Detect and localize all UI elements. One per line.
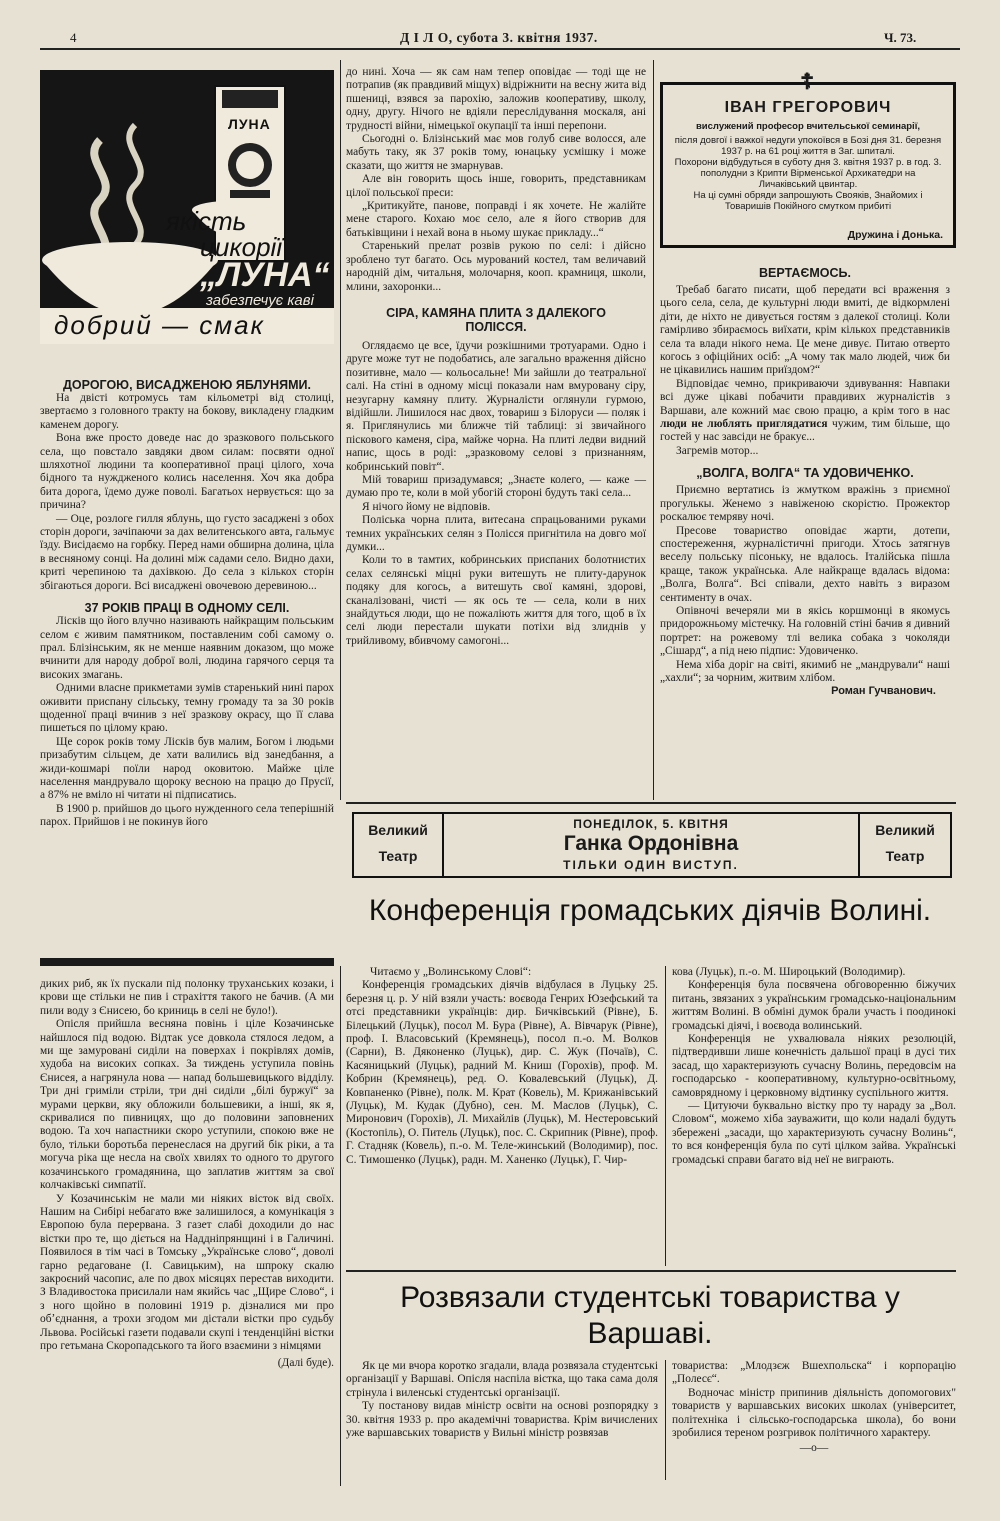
obituary-text bbox=[673, 135, 943, 212]
theatre-label-left: Великий bbox=[368, 822, 428, 838]
paragraph: Водночас міністр припинив діяльність допомогових" товариств у варшавських високих школах (університет, політехніка і сільсько-господарська школа), бо вони зробилися тереном розгривок політичного характеру. bbox=[672, 1386, 956, 1440]
theatre-label-right: Великий bbox=[875, 822, 935, 838]
page-number: 4 bbox=[70, 30, 77, 45]
paragraph: Коли то в тамтих, кобринських приспаних болотнистих селах селянські міцні руки витешуть не плиту-дарунок подяку для когось, а витешуть свої камяні, здорові, сканалізовані, чисті — як ось те — села, коли в них знайдуться люди, що не пожаліють життя для того, щоб в їх селі люди перестали шукати потіхи від злиднів у трийливому, вбивчому самогоні... bbox=[346, 554, 646, 647]
column-1-bottom bbox=[40, 978, 334, 1371]
paragraph: Як це ми вчора коротко згадали, влада розвязала студентські організації у Варшаві. Опісля наспіла вістка, що така сама доля стрінула і виленські студентські організації. bbox=[346, 1360, 658, 1399]
paragraph: Мій товариш призадумався; „Знаєте колего, — каже — думаю про те, коли в мой убогій стороні будуть такі села... bbox=[346, 473, 646, 500]
paragraph: Одними власне прикметами зумів старенький нині парох оживити приспану сільську, темну громаду та за 30 років щоденної праці вчинив з неї зразкову окрасу, що її слава пишеться по цілому краю. bbox=[40, 682, 334, 735]
column-divider bbox=[665, 1360, 666, 1480]
paragraph: Але він говорить щось інше, говорить, представникам цілої польської преси: bbox=[346, 173, 646, 199]
section-separator bbox=[40, 958, 334, 966]
ad-tagline-quality: якість bbox=[166, 206, 247, 236]
obituary-funeral-notice: Похорони відбудуться в суботу дня 3. квітня 1937 р. в год. 3. пополудни з Крипти Вірменської Архикатедри на Личаківський цвинтар. bbox=[674, 157, 942, 190]
obituary-death-notice: після довгої і важкої недуги упокоївся в Бозі дня 31. березня 1937 р. на 61 році життя в Заг. шпиталі. bbox=[674, 135, 942, 157]
paragraph: Я нічого йому не відповів. bbox=[362, 500, 491, 513]
article-title-returning: ВЕРТАЄМОСЬ. bbox=[759, 266, 851, 280]
bold-phrase: люди не люблять приглядатися bbox=[660, 418, 828, 431]
students-column-1 bbox=[346, 1360, 658, 1440]
paragraph: На двісті котромусь там кільометрі від столиці, звертаємо з головного тракту на бокову, викладену гладким каменем дорогу. bbox=[40, 392, 334, 431]
article-title-apple-road: ДОРОГОЮ, ВИСАДЖЕНОЮ ЯБЛУНЯМИ. bbox=[63, 378, 311, 392]
ad-brand-name: „ЛУНА“ bbox=[200, 256, 330, 294]
headline-conference: Конференція громадських діячів Волині. bbox=[368, 894, 932, 927]
column-divider bbox=[665, 966, 666, 1266]
article-title-37-years: 37 РОКІВ ПРАЦІ В ОДНОМУ СЕЛІ. bbox=[84, 601, 290, 616]
column-divider bbox=[340, 966, 341, 1486]
performance-note: ТІЛЬКИ ОДИН ВИСТУП. bbox=[563, 858, 739, 872]
header-rule bbox=[40, 48, 960, 50]
obituary-signature: Дружина і Донька. bbox=[847, 229, 943, 241]
paragraph-text: Відповідає чемно, прикриваючи здивування: Навпаки всі дуже цікаві побачити правдивих журналістів з Варшави, але кожний має свою працю, а крім того в нас bbox=[660, 377, 950, 417]
luna-chicory-ad bbox=[40, 70, 334, 344]
paragraph: Старенький прелат розвів рукою по селі: і дійсно зроблено тут багато. Ось мурований костел, там величавий народній дім, читальня, молочарня, кооп. крамниця, школи, млини, захоронки... bbox=[346, 240, 646, 293]
paragraph: Вона вже просто доведе нас до зразкового польського села, що повстало завдяки двом силам: посвяти одної шляхотної людини та кооперативної праці цілого, хоча бідного та нуждженого колись населення. Хоч яка добра бита дорога, їдемо дуже поволі. Багатьох нервується: що за причина? bbox=[40, 432, 334, 512]
paragraph: Сьогодні о. Блізінський має мов голуб сиве волосся, але мабуть таку, як 37 років тому, юнацьку усмішку і може сказати, що життя не змарнував. bbox=[346, 133, 646, 172]
paragraph: Ту постанову видав міністр освіти на основі розпорядку з 30. квітня 1933 р. про академічні товариства. Крім вичислених уже варшавських товариств у Вильні міністр розвязав bbox=[346, 1400, 658, 1440]
paragraph: У Козачинськім не мали ми ніяких вісток від своїх. Нашим на Сибірі небагато вже залишилося, а комунікація з Европою була перервана. З газет слабі доходили до нас вістки про те, що діється на Наддніпрянщині і в Галичині. Появилося в тім часі в Томську „Українське слово“, доволі гарно редаговане (І. Савицьким), на шпроку скалю закроєний часопис, але по двох місяцях перестав виходити. З Владивостока присилали нам якийсь час „Щире Слово“, і з ного щойно в половині 1919 р. дізналися ми про обʼєднання, а трохи згодом ми дістали вістки про судьбу Львова. Російські газети подавали скупі і тенденційні вістки про гетьмана Скоропадського та його взаємини з німцями bbox=[40, 1192, 334, 1352]
conference-column-1 bbox=[346, 966, 658, 1167]
theatre-ad bbox=[352, 812, 952, 878]
end-ornament: —o— bbox=[799, 1442, 829, 1455]
ad-tagline-chicory: цикорії bbox=[200, 232, 283, 262]
students-column-2 bbox=[672, 1360, 956, 1456]
performer-name: Ганка Ордонівна bbox=[563, 832, 739, 855]
obituary-name: ІВАН ГРЕГОРОВИЧ bbox=[724, 99, 892, 116]
paragraph: Ще сорок років тому Лісків був малим, Богом і людьми призабутим сільцем, де хати валились від занедбання, а жиди-кошмарі поїли народ оковитою. Майже ціле населення мандрувало щороку весною на працю до Прусії, а 87% не вміло ні читати ні підписатись. bbox=[40, 735, 334, 802]
paragraph: В 1900 р. прийшов до цього нужденного села теперішній парох. Прийшов і не покинув його bbox=[40, 802, 334, 829]
column-3 bbox=[660, 266, 950, 699]
column-divider bbox=[340, 60, 341, 800]
paragraph: Лісків що його влучно називають найкращим польським селом є живим памятником, поставленим собі самому о. прал. Блізінським, як не менше наявним доказом, що може вчинити для народу доброї волі, людина гарячого серця та високих змагань. bbox=[40, 615, 334, 681]
paragraph: Конференція громадських діячів відбулася в Луцьку 25. березня ц. р. У ній взяли участь: воєвода Генрих Юзефський та отсі представники українців: дир. Бичківський (Рівне), Б. Білецький (Луцьк), посол М. Бура (Рівне), А. Вівчарук (Рівне), проф. І. Власовський (Кремянець), посол п.-о. М. Волков (Сарни), В. Дяконенко (Луцьк), дир. С. Жук (Почаїв), С. Касяницький (Луцьк), радний М. Книш (Горохів), проф. М. Кобрин (Кремянець), ред. О. Ковалевський (Луцьк), Д. Ковпаненко (Рівне), полк. М. Крат (Ковель), М. Крижанівський (Луцьк), М. Кудак (Дубно), сен. М. Маслов (Луцьк), С. Миронович (Горохів), Л. Михайлів (Луцьк), М. Нестеровський (Костопіль), О. Питель (Луцьк), пос. С. Скрипник (Рівне), проф. Г. Стадняк (Ковель), п.-о. М. Теле-жинський (Володимир), пос. С. Тимошенко (Луцьк), радн. М. Ханенко (Луцьк), Г. Чир- bbox=[346, 979, 658, 1166]
paragraph: Опівночі вечеряли ми в якісь коршмонці в якомусь придорожньому містечку. На головній стіні бачив я дивний портрет: на рожевому тлі велика собака з чоколяди „Сішард“, а під нею підпис: Удовиченко. bbox=[660, 604, 950, 658]
performance-date: ПОНЕДІЛОК, 5. КВІТНЯ bbox=[573, 817, 729, 831]
obituary-subtitle: вислужений професор вчительської семинарії, bbox=[695, 121, 921, 132]
column-2 bbox=[346, 66, 646, 648]
paragraph: „Критикуйте, панове, поправді і як хочете. Не жалійте мене старого. Кохаю моє село, але я його створив для батьківщини і нехай вона в ньому шукає прикладу...“ bbox=[346, 200, 646, 239]
paragraph: Конференція не ухвалювала ніяких резолюцій, підтвердивши лише конечність дальшої праці в дусі тих засад, що характеризують сучасну Волинь, передовсім на господарсько - кооперативному, культурно-освітньому, самоврядному і церковному відтинку суспільного життя. bbox=[672, 1033, 956, 1099]
ad-tagline-taste: добрий — смак bbox=[54, 310, 265, 340]
section-rule bbox=[346, 802, 956, 804]
paragraph: Конференція була посвячена обговоренню біжучих питань, звязаних з українським громадсько-національним життям Волині. В обміні думок брали участь і поодинокі громадські діячі, і воєвода волинський. bbox=[672, 979, 956, 1032]
column-divider bbox=[653, 60, 654, 800]
author-signature: Роман Гучванович. bbox=[831, 685, 936, 698]
headline-students: Розвязали студентські товариства у Варшаві. bbox=[400, 1281, 900, 1350]
package-label: ЛУНА bbox=[228, 116, 271, 132]
theatre-label-right-2: Театр bbox=[885, 848, 925, 864]
paragraph: кова (Луцьк), п.-о. М. Широцький (Володимир). bbox=[672, 966, 906, 978]
orthodox-cross-icon: ☦ bbox=[800, 69, 815, 94]
paragraph-text: чужим, тим більше, що гостей у нас завсіди не бракує... bbox=[660, 418, 950, 444]
paragraph: Поліська чорна плита, витесана спрацьованими руками темних українських селян з Полісся пригнітила на довго мої думки... bbox=[346, 514, 646, 553]
paragraph bbox=[660, 378, 950, 445]
paragraph: Оглядаємо це все, їдучи розкішними тротуарами. Одно і друге може тут не подобатись, але загально враження дійсно позитивне, мало — кольосальне! Ми зайшли до театральної салі. На стіні в одному місці показали нам вмуровану сіру, незугарну камяну плиту. Журналісти оглянули гурмою, відійшли. Лишилося нас двох, товариш з Білоруси — поляк і я. Приглянулись ми ближче тій таблиці: зі звичайного піскового каменя, сіра, майже чорна. На плиті ледви видний напис, щось в роді: „зразковому селові з признанням, кобринський повіт“. bbox=[346, 339, 646, 473]
column-1-top bbox=[40, 378, 334, 830]
newspaper-title: Д І Л О, субота 3. квітня 1937. bbox=[400, 30, 598, 45]
conference-column-2 bbox=[672, 966, 956, 1167]
paragraph: Читаємо у „Волинському Слові“: bbox=[370, 966, 532, 978]
obituary-box bbox=[660, 69, 956, 248]
paragraph: Требаб багато писати, щоб передати всі враження з цього села, села, де культурні люди вмиті, де відкормлені діти, де ніхто не дивується гостям з далекої столиці. Коли гамірливо збираємось виїхати, крім кількох представників села та влади нікого нема. Це мене дивує. Питаю отверто когось з офіційних осіб: „А чому так мало людей, чиж би не цікавились нашим приїздом?“ bbox=[660, 284, 950, 377]
paragraph: — Оце, розлоге гилля яблунь, що густо засаджені з обох сторін дороги, зачіпаючи за дах велитенського авта, гальмує їзду. Висідаємо на горбку. Перед нами обширна долина, ціла в весняному сонці. На долині між садами село. Видно дахи, криті черепиною та дахівкою. До села з кількох сторін збігаються дороги. Всі висаджені овочевою деревиною... bbox=[40, 512, 334, 592]
theatre-label-left-2: Театр bbox=[378, 848, 418, 864]
paragraph: Опісля прийшла весняна повінь і ціле Козачинське найшлося під водою. Відтак усе довкола стялося ледом, а ми ще замуровані сиділи на поверхах і покрівлях домів, худоба на високих сопках. За тиждень уступила повінь Єнисея, а нагрянула нова — напад большевицького відділу. Три дні гриміли стріли, три дні сиділи „білі буржуї“ за мурами церкви, яку обложили большевики, а інші, як я, скривалися по пивницях, що до половини заповнених водою. Та хоч напастники скоро уступили, спокою вже не було, тільки боротьба перенеслася на другий бік ріки, а та могуча ріка ще несла на своїх хвилях то одного то другого козачинського громадянина, що заплатив життям за свої колчаківські симпатії. bbox=[40, 1018, 334, 1192]
paragraph: до нині. Хоча — як сам нам тепер оповідає — тоді ще не потрапив (як правдивий міщух) відріжнити на весну жита від пшениці, взявся за парохію, заложив кооперативу, школу, одну, другу. Нічого не вдіяли переслідування москаля, ані трудності війни, німецької окупації та інші перепони. bbox=[346, 66, 646, 132]
paragraph: Нема хіба доріг на світі, якимиб не „мандрували“ наші „хахли“; за чорним, житвим хлібом. bbox=[660, 658, 950, 684]
obituary-invitation: На ці сумні обряди запрошують Свояків, Знайомих і Товаришів Покійного смутком прибиті bbox=[693, 190, 923, 212]
issue-number: Ч. 73. bbox=[884, 30, 917, 45]
continued-note: (Далі буде). bbox=[277, 1357, 334, 1370]
article-title-volga: „ВОЛГА, ВОЛГА“ ТА УДОВИЧЕНКО. bbox=[696, 466, 914, 481]
paragraph: диких риб, як їх пускали під полонку труханських козаки, і крови ще стільки не пив і страхіття такого не бачив. (А ми пили воду з Єнисею, бо криниць в селі не було!). bbox=[40, 978, 334, 1017]
section-rule bbox=[346, 1270, 956, 1272]
ad-tagline-coffee: забезпечує каві bbox=[206, 292, 314, 309]
paragraph: товариства: „Млодзєж Вшехпольска“ і корпорацію „Полесє“. bbox=[672, 1360, 956, 1386]
paragraph: Приємно вертатись із жмутком вражінь з приємної прогулькы. Женемо з навіженою скорістю. Прожектор роскалює темряву ночі. bbox=[660, 484, 950, 524]
paragraph: Пресове товариство оповідає жарти, дотепи, спостереження, журналістичні пригоди. Хтось затягнув веселу польську пісоньку, не вдалось. Італійська пішла краще, також українська. Але найкраще вдалась відома: „Волга, Волга“. Всі співали, дехто навіть з виразом сентименту в очах. bbox=[660, 524, 950, 604]
paragraph: — Цитуючи буквально вістку про ту нараду за „Вол. Словом“, можемо хіба зауважити, що коли надалі будуть збережені „засади, що характеризують сучасну Волинь“, то вся конференція була по суті цілком зайва. Українські громадські справи багато від неї не виграють. bbox=[672, 1100, 956, 1166]
paragraph: Загремів мотор... bbox=[676, 444, 759, 457]
article-title-gray-stone: СІРА, КАМЯНА ПЛИТА З ДАЛЕКОГО ПОЛІССЯ. bbox=[386, 305, 606, 334]
